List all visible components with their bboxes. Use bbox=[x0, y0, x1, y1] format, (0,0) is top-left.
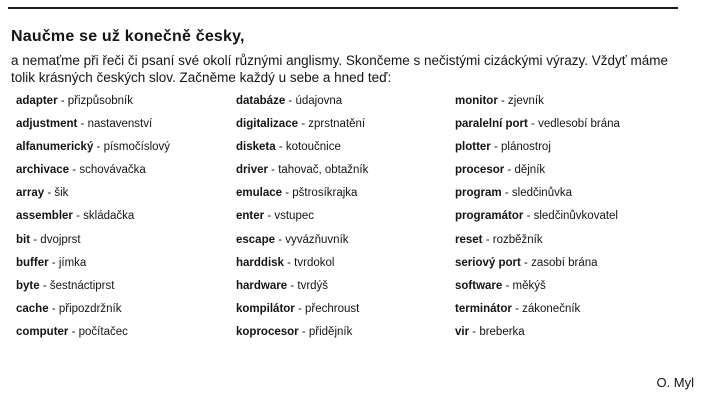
glossary-term: procesor bbox=[455, 164, 505, 177]
glossary-term: software bbox=[455, 279, 503, 292]
glossary-separator: - bbox=[275, 233, 286, 246]
glossary-term: plotter bbox=[455, 141, 491, 154]
glossary-term: emulace bbox=[236, 187, 283, 200]
glossary-translation: přizpůsobník bbox=[67, 95, 133, 107]
glossary-translation: rozběžník bbox=[492, 233, 543, 246]
glossary-translation: skládačka bbox=[83, 210, 135, 223]
glossary-translation: jímka bbox=[58, 256, 87, 269]
glossary-separator: - bbox=[294, 302, 306, 315]
glossary-translation: tahovač, obtažník bbox=[278, 164, 369, 177]
glossary-separator: - bbox=[267, 164, 279, 177]
glossary-separator: - bbox=[527, 118, 539, 131]
glossary-term: enter bbox=[236, 210, 265, 223]
glossary-entry bbox=[236, 255, 466, 278]
glossary-entry bbox=[236, 162, 466, 185]
glossary-term: adjustment bbox=[16, 118, 78, 131]
glossary-term: array bbox=[16, 187, 45, 200]
glossary-entry bbox=[455, 278, 685, 301]
author-signature: O. Myl bbox=[656, 375, 694, 390]
glossary-term: monitor bbox=[455, 95, 498, 107]
glossary-entry bbox=[236, 232, 466, 255]
glossary-separator: - bbox=[482, 233, 493, 246]
glossary-separator: - bbox=[469, 325, 480, 338]
glossary-translation: údajovna bbox=[295, 95, 343, 107]
glossary-term: computer bbox=[16, 325, 69, 338]
glossary-translation: plánostroj bbox=[501, 141, 551, 154]
glossary-translation: vyvázňuvník bbox=[285, 233, 349, 246]
glossary-translation: sledčinůvkovatel bbox=[533, 210, 618, 223]
glossary-term: koprocesor bbox=[236, 325, 299, 338]
glossary-translation: zprstnatění bbox=[308, 118, 366, 131]
glossary-separator: - bbox=[523, 210, 534, 223]
glossary-translation: pštrosíkrajka bbox=[292, 187, 358, 200]
glossary-separator: - bbox=[490, 141, 502, 154]
glossary-translation: přidějník bbox=[308, 325, 353, 338]
glossary-term: bit bbox=[16, 233, 31, 246]
glossary-term: adapter bbox=[16, 95, 58, 107]
glossary-separator: - bbox=[72, 210, 84, 223]
glossary-separator: - bbox=[504, 164, 515, 177]
glossary-translation: vedlesobí brána bbox=[538, 118, 620, 131]
glossary-term: program bbox=[455, 187, 502, 200]
top-rule bbox=[8, 7, 678, 9]
glossary-entry bbox=[455, 324, 685, 347]
glossary-term: digitalizace bbox=[236, 118, 298, 131]
glossary-entry bbox=[236, 93, 466, 116]
glossary-term: vir bbox=[455, 325, 470, 338]
glossary-separator: - bbox=[57, 95, 68, 107]
glossary-entry bbox=[236, 324, 466, 347]
glossary-term: harddisk bbox=[236, 256, 284, 269]
glossary-separator: - bbox=[275, 141, 286, 154]
glossary-term: cache bbox=[16, 302, 49, 315]
glossary-entry bbox=[16, 324, 246, 347]
glossary-term: assembler bbox=[16, 210, 73, 223]
glossary-translation: sledčinůvka bbox=[511, 187, 572, 200]
glossary-term: byte bbox=[16, 279, 40, 292]
glossary-separator: - bbox=[283, 256, 295, 269]
glossary-entry bbox=[236, 278, 466, 301]
glossary-translation: tvrdokol bbox=[294, 256, 335, 269]
glossary-separator: - bbox=[264, 210, 275, 223]
glossary-separator: - bbox=[77, 118, 88, 131]
glossary-entry bbox=[16, 232, 246, 255]
glossary-term: escape bbox=[236, 233, 276, 246]
glossary-entry bbox=[236, 139, 466, 162]
glossary-translation: dvojprst bbox=[40, 233, 81, 246]
glossary-entry bbox=[16, 208, 246, 231]
glossary-separator: - bbox=[39, 279, 50, 292]
glossary-separator: - bbox=[93, 141, 104, 154]
glossary-entry bbox=[236, 116, 466, 139]
glossary-entry bbox=[455, 208, 685, 231]
glossary-translation: kotoučnice bbox=[285, 141, 341, 154]
glossary-term: alfanumerický bbox=[16, 141, 94, 154]
glossary-translation: zasobí brána bbox=[531, 256, 598, 269]
glossary-entry bbox=[455, 93, 685, 116]
glossary-separator: - bbox=[30, 233, 41, 246]
glossary-entry bbox=[455, 255, 685, 278]
glossary-separator: - bbox=[497, 95, 509, 107]
glossary-separator: - bbox=[501, 187, 512, 200]
article-intro: a nemaťme při řeči či psaní své okolí různými anglismy. Skončeme s nečistými cizáckými výrazy. Vždyť máme tolik krásných českých slov. Začněme každý u sebe a hned teď: bbox=[11, 53, 669, 85]
glossary-translation: nastavenství bbox=[87, 118, 153, 131]
glossary-term: buffer bbox=[16, 256, 49, 269]
glossary-separator: - bbox=[511, 302, 523, 315]
glossary-term: seriový port bbox=[455, 256, 521, 269]
glossary-separator: - bbox=[68, 325, 79, 338]
glossary-translation: zákonečník bbox=[522, 302, 581, 315]
glossary-term: terminátor bbox=[455, 302, 512, 315]
glossary-term: programátor bbox=[455, 210, 524, 223]
glossary-translation: měkýš bbox=[512, 279, 546, 292]
glossary-term: hardware bbox=[236, 279, 288, 292]
glossary-separator: - bbox=[287, 279, 298, 292]
glossary-separator: - bbox=[282, 187, 293, 200]
glossary bbox=[11, 93, 691, 343]
glossary-translation: dějník bbox=[514, 164, 546, 177]
glossary-term: paralelní port bbox=[455, 118, 528, 131]
glossary-translation: šik bbox=[54, 187, 69, 200]
glossary-translation: zjevník bbox=[508, 95, 544, 107]
glossary-entry bbox=[16, 255, 246, 278]
glossary-term: databáze bbox=[236, 95, 286, 107]
glossary-entry bbox=[16, 278, 246, 301]
article bbox=[11, 28, 691, 343]
glossary-entry bbox=[16, 93, 246, 116]
glossary-entry bbox=[236, 301, 466, 324]
glossary-entry bbox=[236, 185, 466, 208]
glossary-entry bbox=[455, 162, 685, 185]
glossary-column-2 bbox=[236, 93, 466, 347]
glossary-separator: - bbox=[502, 279, 513, 292]
glossary-separator: - bbox=[298, 118, 309, 131]
glossary-entry bbox=[236, 208, 466, 231]
glossary-entry bbox=[455, 232, 685, 255]
glossary-entry bbox=[16, 301, 246, 324]
glossary-translation: breberka bbox=[479, 325, 525, 338]
glossary-entry bbox=[455, 301, 685, 324]
article-title: Naučme se už konečně česky, bbox=[11, 28, 245, 45]
glossary-translation: šestnáctiprst bbox=[49, 279, 115, 292]
glossary-separator: - bbox=[48, 302, 59, 315]
glossary-translation: přechroust bbox=[305, 302, 360, 315]
glossary-translation: schovávačka bbox=[79, 164, 146, 177]
glossary-entry bbox=[455, 139, 685, 162]
glossary-translation: počítačec bbox=[78, 325, 128, 338]
glossary-separator: - bbox=[48, 256, 59, 269]
glossary-term: kompilátor bbox=[236, 302, 295, 315]
glossary-column-1 bbox=[16, 93, 246, 347]
glossary-entry bbox=[455, 116, 685, 139]
glossary-separator: - bbox=[44, 187, 55, 200]
glossary-translation: připozdržník bbox=[58, 302, 122, 315]
glossary-translation: vstupec bbox=[274, 210, 314, 223]
glossary-separator: - bbox=[520, 256, 532, 269]
glossary-term: disketa bbox=[236, 141, 276, 154]
glossary-separator: - bbox=[285, 95, 296, 107]
glossary-column-3 bbox=[455, 93, 685, 347]
glossary-separator: - bbox=[69, 164, 80, 177]
glossary-entry bbox=[455, 185, 685, 208]
glossary-term: archivace bbox=[16, 164, 70, 177]
glossary-term: driver bbox=[236, 164, 268, 177]
glossary-entry bbox=[16, 185, 246, 208]
glossary-entry bbox=[16, 162, 246, 185]
glossary-term: reset bbox=[455, 233, 483, 246]
glossary-entry bbox=[16, 139, 246, 162]
glossary-entry bbox=[16, 116, 246, 139]
glossary-separator: - bbox=[298, 325, 309, 338]
glossary-translation: tvrdýš bbox=[297, 279, 329, 292]
glossary-translation: písmočíslový bbox=[103, 141, 171, 154]
